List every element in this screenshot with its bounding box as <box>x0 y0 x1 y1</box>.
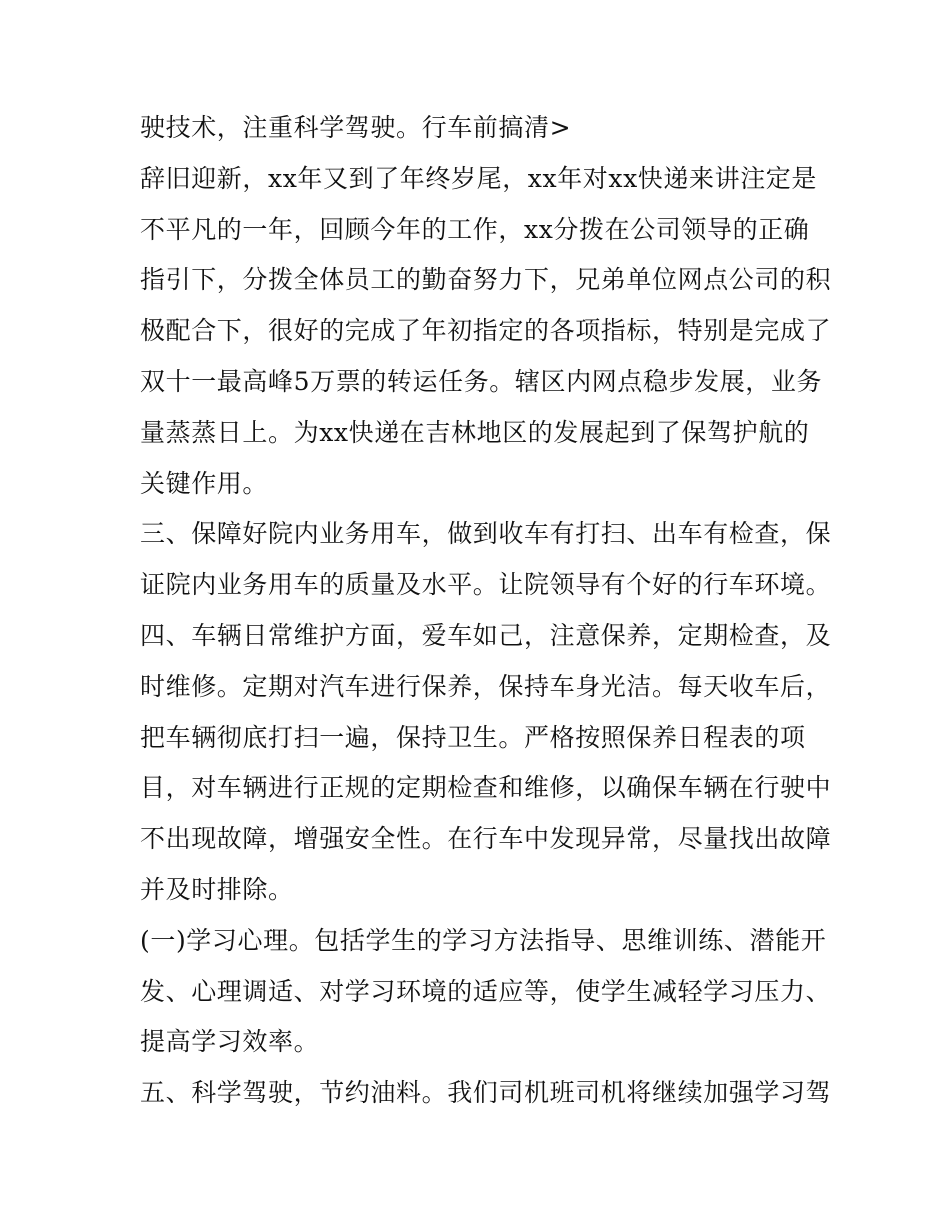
text-line: (一)学习心理。包括学生的学习方法指导、思维训练、潜能开 <box>140 925 827 955</box>
text-line: 不平凡的一年，回顾今年的工作，xx分拨在公司领导的正确 <box>140 214 810 244</box>
text-line: 双十一最高峰5万票的转运任务。辖区内网点稳步发展，业务 <box>140 366 823 396</box>
text-line: 三、保障好院内业务用车，做到收车有打扫、出车有检查，保 <box>140 519 832 549</box>
text-line: 五、科学驾驶，节约油料。我们司机班司机将继续加强学习驾 <box>140 1078 832 1108</box>
text-line: 驶技术，注重科学驾驶。行车前搞清> <box>140 113 572 142</box>
text-line: 极配合下，很好的完成了年初指定的各项指标，特别是完成了 <box>140 316 832 346</box>
text-line: 指引下，分拨全体员工的勤奋努力下，兄弟单位网点公司的积 <box>140 265 832 295</box>
text-line: 辞旧迎新，xx年又到了年终岁尾，xx年对xx快递来讲注定是 <box>140 163 817 193</box>
text-line: 量蒸蒸日上。为xx快递在吉林地区的发展起到了保驾护航的 <box>140 417 810 447</box>
text-line: 提高学习效率。 <box>140 1027 320 1057</box>
document-body <box>140 103 830 1119</box>
text-line: 目，对车辆进行正规的定期检查和维修，以确保车辆在行驶中 <box>140 773 832 803</box>
text-line: 不出现故障，增强安全性。在行车中发现异常，尽量找出故障 <box>140 824 832 854</box>
text-line: 证院内业务用车的质量及水平。让院领导有个好的行车环境。 <box>140 570 832 600</box>
text-line: 关键作用。 <box>140 468 269 498</box>
text-line: 发、心理调适、对学习环境的适应等，使学生减轻学习压力、 <box>140 976 832 1006</box>
text-line: 并及时排除。 <box>140 874 294 904</box>
text-line: 四、车辆日常维护方面，爱车如己，注意保养，定期检查，及 <box>140 620 832 650</box>
text-line: 时维修。定期对汽车进行保养，保持车身光洁。每天收车后， <box>140 671 832 701</box>
text-line: 把车辆彻底打扫一遍，保持卫生。严格按照保养日程表的项 <box>140 722 806 752</box>
